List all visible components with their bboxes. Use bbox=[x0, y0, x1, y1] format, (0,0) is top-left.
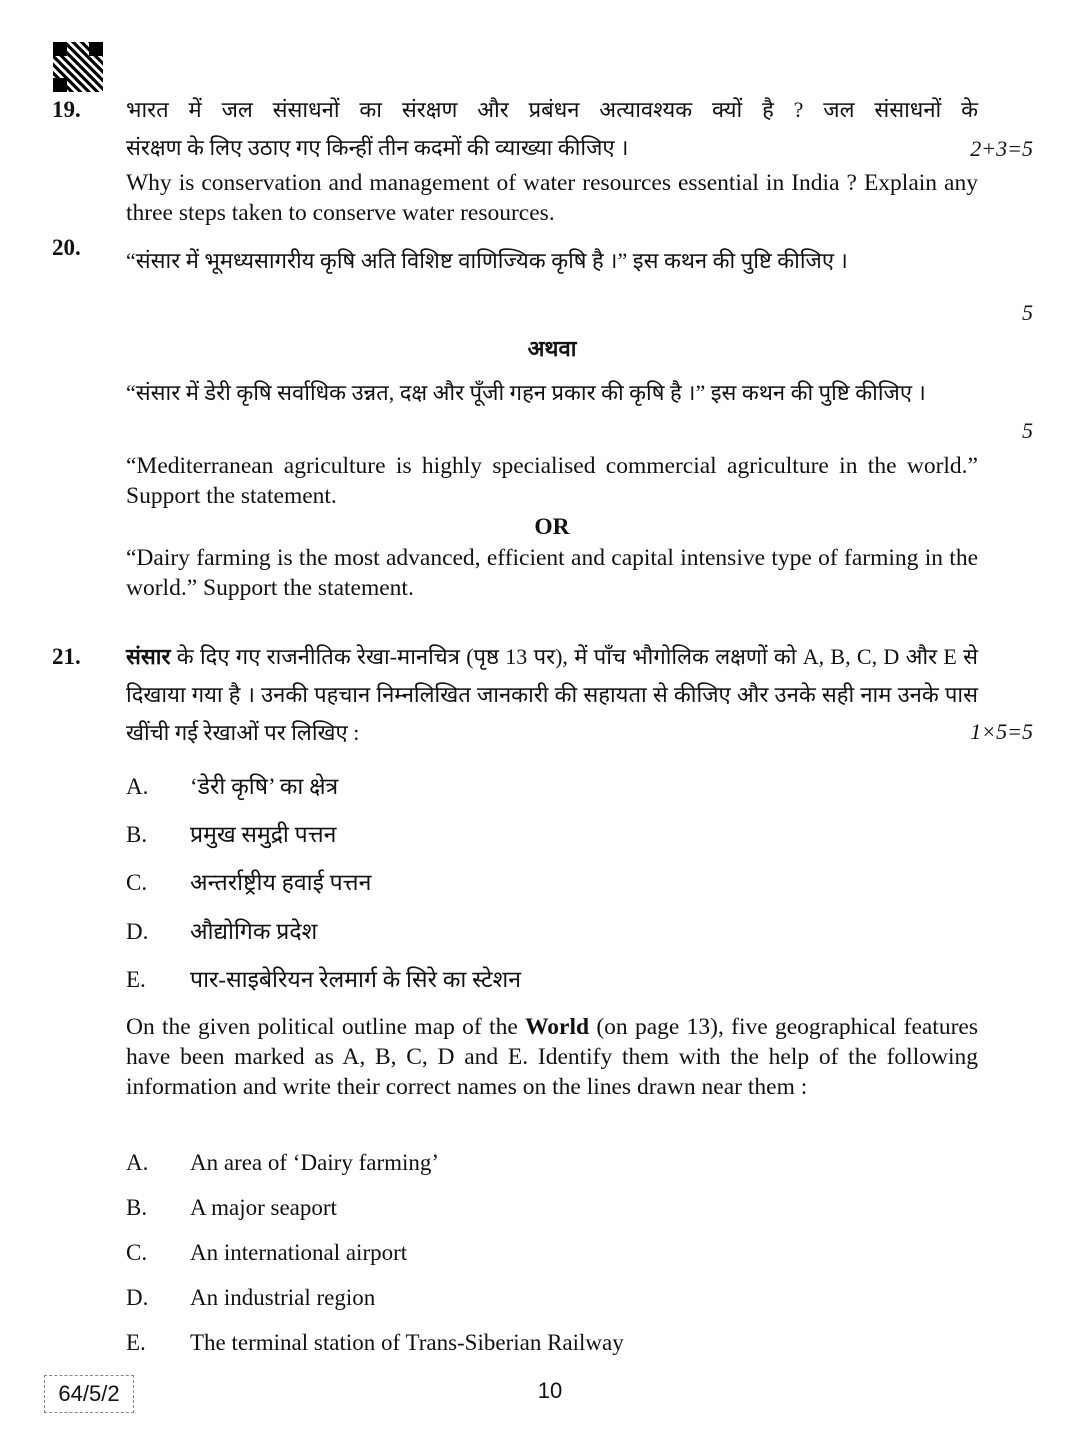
q21-marks: 1×5=5 bbox=[970, 719, 1033, 744]
list-item bbox=[126, 768, 338, 806]
item-text: ‘डेरी कृषि’ का क्षेत्र bbox=[190, 774, 339, 799]
list-item bbox=[126, 864, 371, 902]
item-text: An industrial region bbox=[190, 1285, 376, 1310]
item-letter: E. bbox=[126, 1330, 146, 1355]
list-item bbox=[126, 1283, 375, 1313]
item-text: The terminal station of Trans-Siberian Railway bbox=[190, 1330, 624, 1355]
item-letter: A. bbox=[126, 1150, 149, 1175]
q21-english-intro bbox=[126, 1012, 978, 1102]
q21-hindi-rest: के दिए गए राजनीतिक रेखा-मानचित्र (पृष्ठ 13 पर), में पाँच भौगोलिक लक्षणों को A, B, C, D और E से दिखाया गया है । उनकी पहचान निम्नलिखित जानकारी की सहायता से कीजिए और उनके सही नाम उनके पास खींची गई रेखाओं पर लिखिए : bbox=[126, 644, 978, 745]
q20-english-a: “Mediterranean agriculture is highly specialised commercial agriculture in the world.” Support the statement. bbox=[126, 453, 978, 509]
q20-hindi-b: “संसार में डेरी कृषि सर्वाधिक उन्नत, दक्ष और पूँजी गहन प्रकार की कृषि है ।” इस कथन की पुष्टि कीजिए । bbox=[126, 380, 926, 405]
list-item bbox=[126, 1328, 624, 1358]
item-letter: E. bbox=[126, 967, 146, 992]
q20-marks-b: 5 bbox=[1022, 418, 1033, 443]
paper-code: 64/5/2 bbox=[44, 1375, 134, 1413]
item-text: An international airport bbox=[190, 1240, 408, 1265]
item-letter: D. bbox=[126, 1285, 149, 1310]
list-item bbox=[126, 1148, 439, 1178]
q20-marks-a: 5 bbox=[1022, 300, 1033, 325]
page-number: 10 bbox=[537, 1378, 563, 1403]
question-number: 19. bbox=[52, 97, 81, 122]
item-text: औद्योगिक प्रदेश bbox=[190, 919, 318, 944]
item-text: पार-साइबेरियन रेलमार्ग के सिरे का स्टेशन bbox=[190, 967, 522, 992]
list-item bbox=[126, 913, 317, 951]
q19-hindi-line-2: संरक्षण के लिए उठाए गए किन्हीं तीन कदमों की व्याख्या कीजिए । bbox=[126, 135, 629, 160]
intro-bold: World bbox=[525, 1014, 590, 1040]
item-letter: D. bbox=[126, 919, 149, 944]
item-letter: B. bbox=[126, 1195, 148, 1220]
list-item bbox=[126, 961, 521, 999]
q19-hindi-line-1: भारत में जल संसाधनों का संरक्षण और प्रबंधन अत्यावश्यक क्यों है ? जल संसाधनों के bbox=[126, 97, 978, 122]
item-text: An area of ‘Dairy farming’ bbox=[190, 1150, 440, 1175]
item-letter: C. bbox=[126, 870, 148, 895]
q20-hindi-a: “संसार में भूमध्यसागरीय कृषि अति विशिष्ट वाणिज्यिक कृषि है ।” इस कथन की पुष्टि कीजिए । bbox=[126, 248, 848, 273]
item-letter: A. bbox=[126, 774, 149, 799]
q20-or-english: OR bbox=[534, 514, 570, 540]
question-number: 21. bbox=[52, 644, 81, 669]
intro-text: (on page 13), five geographical features have been marked as A, B, C, D and E. Identify them with the help of the following information and write their correct names on the lines drawn near them : bbox=[126, 1014, 978, 1100]
list-item bbox=[126, 1193, 337, 1223]
item-text: अन्तर्राष्ट्रीय हवाई पत्तन bbox=[190, 870, 372, 895]
item-letter: B. bbox=[126, 822, 148, 847]
q21-hindi-bold: संसार bbox=[126, 644, 171, 669]
q19-english: Why is conservation and management of water resources essential in India ? Explain any three steps taken to conserve water resources. bbox=[126, 170, 978, 226]
item-text: प्रमुख समुद्री पत्तन bbox=[190, 822, 337, 847]
question-number: 20. bbox=[52, 235, 81, 260]
q19-marks: 2+3=5 bbox=[970, 136, 1033, 161]
q20-or-hindi: अथवा bbox=[527, 336, 577, 361]
list-item bbox=[126, 1238, 407, 1268]
intro-text: On the given political outline map of the bbox=[126, 1014, 526, 1040]
qr-code bbox=[53, 42, 103, 92]
q20-english-b: “Dairy farming is the most advanced, efficient and capital intensive type of farming in the world.” Support the statement. bbox=[126, 545, 978, 601]
list-item bbox=[126, 816, 336, 854]
q21-hindi-intro bbox=[126, 638, 978, 752]
item-text: A major seaport bbox=[190, 1195, 337, 1220]
item-letter: C. bbox=[126, 1240, 148, 1265]
